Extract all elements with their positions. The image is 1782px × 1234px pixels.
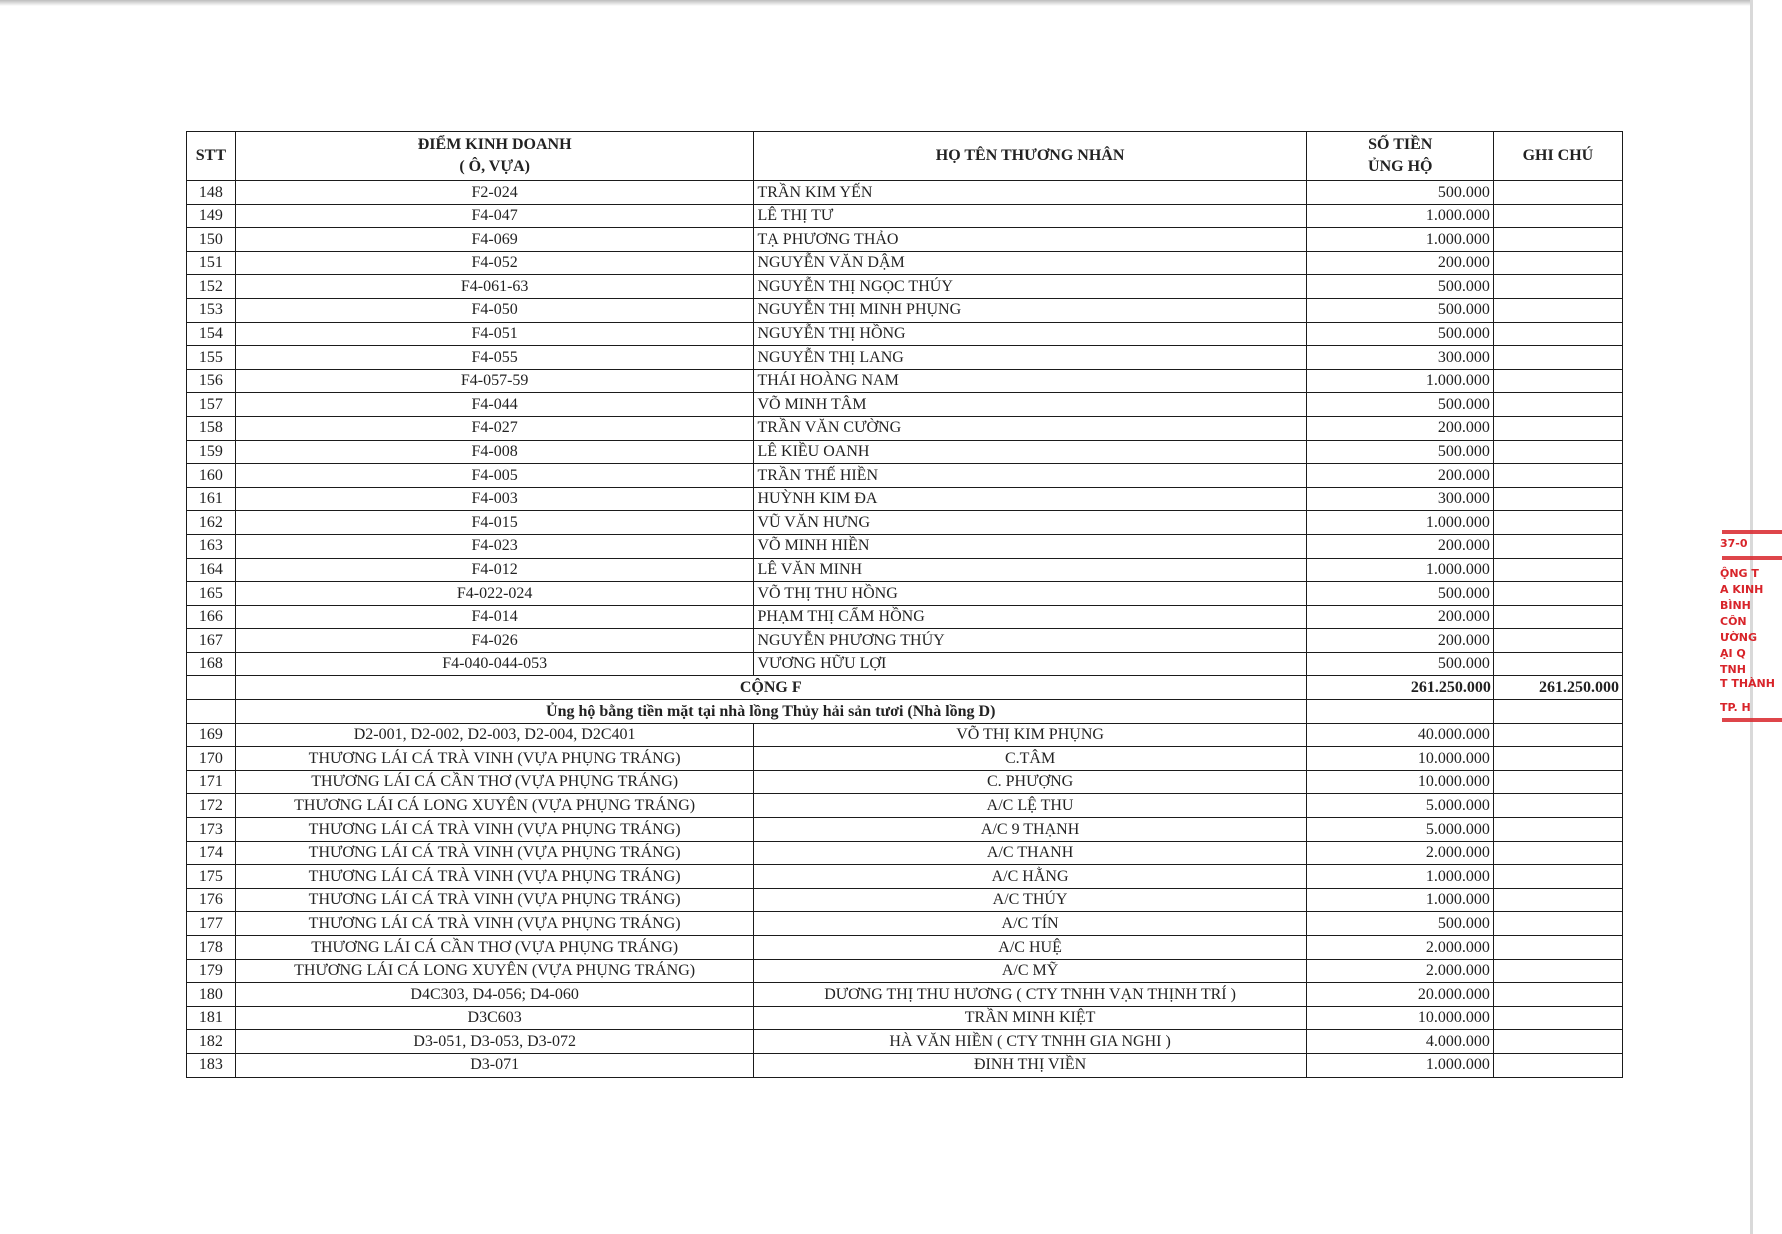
stamp-text: TNH [1720,663,1746,676]
cell-stt: 179 [187,959,236,983]
cell-diem-kinh-doanh: F4-055 [235,346,754,370]
cell-ghi-chu [1493,652,1622,676]
total-row-f [187,676,1623,700]
cell-stt: 156 [187,369,236,393]
cell-so-tien: 500.000 [1306,912,1493,936]
cell-ho-ten: A/C HUỆ [754,936,1306,960]
cell-ho-ten: TRẦN MINH KIỆT [754,1006,1306,1030]
cell-so-tien: 1.000.000 [1306,228,1493,252]
cell-ho-ten: A/C HẰNG [754,865,1306,889]
total-note: 261.250.000 [1493,676,1622,700]
total-empty-cell [187,676,236,700]
cell-diem-kinh-doanh: THƯƠNG LÁI CÁ TRÀ VINH (VỰA PHỤNG TRÁNG) [235,888,754,912]
cell-ho-ten: TRẦN KIM YẾN [754,181,1306,205]
cell-diem-kinh-doanh: F4-069 [235,228,754,252]
header-diem-kinh-doanh [235,132,754,181]
cell-so-tien: 1.000.000 [1306,558,1493,582]
table-row [187,912,1623,936]
cell-so-tien: 1.000.000 [1306,511,1493,535]
cell-ghi-chu [1493,464,1622,488]
table-row [187,723,1623,747]
cell-so-tien: 5.000.000 [1306,794,1493,818]
table-row [187,983,1623,1007]
cell-so-tien: 500.000 [1306,393,1493,417]
stamp-text: ƯỜNG [1720,631,1758,644]
cell-so-tien: 200.000 [1306,534,1493,558]
cell-diem-kinh-doanh: F4-015 [235,511,754,535]
table-row [187,346,1623,370]
cell-stt: 154 [187,322,236,346]
cell-stt: 165 [187,582,236,606]
cell-diem-kinh-doanh: D3-071 [235,1053,754,1077]
table-row [187,605,1623,629]
cell-ho-ten: ĐINH THỊ VIỀN [754,1053,1306,1077]
cell-ho-ten: HÀ VĂN HIỀN ( CTY TNHH GIA NGHI ) [754,1030,1306,1054]
cell-ho-ten: A/C THANH [754,841,1306,865]
cell-stt: 152 [187,275,236,299]
table-row [187,487,1623,511]
cell-stt: 169 [187,723,236,747]
cell-so-tien: 10.000.000 [1306,747,1493,771]
cell-stt: 176 [187,888,236,912]
cell-diem-kinh-doanh: F4-014 [235,605,754,629]
cell-ghi-chu [1493,322,1622,346]
stamp-text: BÌNH [1720,599,1751,612]
cell-stt: 163 [187,534,236,558]
cell-ho-ten: VÕ MINH HIỀN [754,534,1306,558]
cell-diem-kinh-doanh: F4-022-024 [235,582,754,606]
cell-diem-kinh-doanh: THƯƠNG LÁI CÁ LONG XUYÊN (VỰA PHỤNG TRÁNG) [235,959,754,983]
cell-ho-ten: NGUYỄN THỊ LANG [754,346,1306,370]
table-row [187,959,1623,983]
table-row [187,770,1623,794]
cell-stt: 172 [187,794,236,818]
table-row [187,511,1623,535]
cell-stt: 180 [187,983,236,1007]
cell-diem-kinh-doanh: F4-050 [235,298,754,322]
cell-ho-ten: LÊ THỊ TƯ [754,204,1306,228]
table-row [187,181,1623,205]
cell-stt: 183 [187,1053,236,1077]
header-so-tien [1306,132,1493,181]
table-row [187,1053,1623,1077]
cell-ho-ten: TRẦN VĂN CƯỜNG [754,416,1306,440]
cell-stt: 150 [187,228,236,252]
cell-ghi-chu [1493,936,1622,960]
cell-ghi-chu [1493,582,1622,606]
cell-diem-kinh-doanh: F2-024 [235,181,754,205]
cell-ho-ten: VƯƠNG HỮU LỢI [754,652,1306,676]
cell-ghi-chu [1493,204,1622,228]
cell-ghi-chu [1493,865,1622,889]
table-row [187,841,1623,865]
cell-ghi-chu [1493,534,1622,558]
header-tien-line1: SỐ TIỀN [1368,136,1433,154]
cell-so-tien: 500.000 [1306,582,1493,606]
cell-ghi-chu [1493,818,1622,842]
stamp-text: CÔN [1720,615,1747,628]
cell-ho-ten: A/C THÚY [754,888,1306,912]
cell-so-tien: 40.000.000 [1306,723,1493,747]
cell-diem-kinh-doanh: D2-001, D2-002, D2-003, D2-004, D2C401 [235,723,754,747]
table-row [187,228,1623,252]
cell-so-tien: 200.000 [1306,416,1493,440]
cell-so-tien: 1.000.000 [1306,865,1493,889]
table-row [187,369,1623,393]
cell-ghi-chu [1493,487,1622,511]
header-tien-line2: ỦNG HỘ [1368,158,1433,175]
stamp-text: T THÀNH [1720,677,1775,690]
cell-so-tien: 10.000.000 [1306,770,1493,794]
table-row [187,298,1623,322]
cell-ghi-chu [1493,794,1622,818]
cell-stt: 170 [187,747,236,771]
stamp-text: 37-0 [1720,537,1748,550]
table-row [187,322,1623,346]
cell-so-tien: 500.000 [1306,275,1493,299]
donation-table [186,131,1623,1078]
cell-so-tien: 1.000.000 [1306,1053,1493,1077]
cell-ghi-chu [1493,1030,1622,1054]
page-top-edge [0,0,1753,6]
cell-ho-ten: NGUYỄN VĂN DẬM [754,251,1306,275]
cell-stt: 175 [187,865,236,889]
cell-stt: 166 [187,605,236,629]
cell-diem-kinh-doanh: F4-012 [235,558,754,582]
cell-diem-kinh-doanh: THƯƠNG LÁI CÁ TRÀ VINH (VỰA PHỤNG TRÁNG) [235,865,754,889]
cell-diem-kinh-doanh: THƯƠNG LÁI CÁ LONG XUYÊN (VỰA PHỤNG TRÁNG) [235,794,754,818]
cell-stt: 162 [187,511,236,535]
table-row [187,582,1623,606]
table-row [187,440,1623,464]
cell-so-tien: 2.000.000 [1306,841,1493,865]
cell-ho-ten: TẠ PHƯƠNG THẢO [754,228,1306,252]
cell-stt: 158 [187,416,236,440]
cell-stt: 159 [187,440,236,464]
stamp-text: ỘNG T [1720,567,1759,580]
cell-so-tien: 2.000.000 [1306,936,1493,960]
total-label: CỘNG F [235,676,1306,700]
cell-so-tien: 200.000 [1306,464,1493,488]
cell-ho-ten: VÕ THỊ KIM PHỤNG [754,723,1306,747]
cell-ghi-chu [1493,1053,1622,1077]
cell-diem-kinh-doanh: F4-061-63 [235,275,754,299]
cell-diem-kinh-doanh: THƯƠNG LÁI CÁ TRÀ VINH (VỰA PHỤNG TRÁNG) [235,912,754,936]
cell-ho-ten: C.TÂM [754,747,1306,771]
cell-stt: 178 [187,936,236,960]
stamp-text: A KINH [1720,583,1764,596]
cell-ghi-chu [1493,841,1622,865]
table-row [187,747,1623,771]
cell-so-tien: 5.000.000 [1306,818,1493,842]
cell-ghi-chu [1493,346,1622,370]
cell-diem-kinh-doanh: F4-052 [235,251,754,275]
table-row [187,629,1623,653]
cell-ho-ten: VŨ VĂN HƯNG [754,511,1306,535]
cell-ghi-chu [1493,393,1622,417]
table-row [187,275,1623,299]
cell-stt: 167 [187,629,236,653]
cell-ho-ten: LÊ VĂN MINH [754,558,1306,582]
cell-diem-kinh-doanh: F4-057-59 [235,369,754,393]
stamp-border [1722,718,1782,722]
cell-ghi-chu [1493,275,1622,299]
cell-so-tien: 500.000 [1306,181,1493,205]
cell-ghi-chu [1493,298,1622,322]
cell-so-tien: 500.000 [1306,322,1493,346]
cell-so-tien: 1.000.000 [1306,204,1493,228]
cell-diem-kinh-doanh: F4-047 [235,204,754,228]
header-diem-line2: ( Ô, VỰA) [459,158,530,175]
cell-stt: 151 [187,251,236,275]
cell-so-tien: 4.000.000 [1306,1030,1493,1054]
table-row [187,652,1623,676]
table-row [187,204,1623,228]
cell-ho-ten: C. PHƯỢNG [754,770,1306,794]
section-empty-cell [1306,700,1493,724]
table-row [187,464,1623,488]
cell-stt: 182 [187,1030,236,1054]
section-d-title: Ủng hộ bằng tiền mặt tại nhà lồng Thủy hải sản tươi (Nhà lồng D) [235,700,1306,724]
cell-ho-ten: A/C MỸ [754,959,1306,983]
cell-ho-ten: TRẦN THẾ HIỀN [754,464,1306,488]
cell-ho-ten: NGUYỄN THỊ HỒNG [754,322,1306,346]
table-row [187,393,1623,417]
cell-ho-ten: HUỲNH KIM ĐA [754,487,1306,511]
cell-ho-ten: NGUYỄN PHƯƠNG THÚY [754,629,1306,653]
cell-diem-kinh-doanh: THƯƠNG LÁI CÁ CẦN THƠ (VỰA PHỤNG TRÁNG) [235,936,754,960]
cell-stt: 153 [187,298,236,322]
cell-so-tien: 500.000 [1306,652,1493,676]
header-ho-ten: HỌ TÊN THƯƠNG NHÂN [754,132,1306,181]
cell-ghi-chu [1493,511,1622,535]
cell-stt: 164 [187,558,236,582]
cell-so-tien: 200.000 [1306,251,1493,275]
cell-ghi-chu [1493,959,1622,983]
section-empty-cell [187,700,236,724]
header-diem-line1: ĐIỂM KINH DOANH [417,136,572,154]
table-row [187,1006,1623,1030]
cell-ho-ten: NGUYỄN THỊ MINH PHỤNG [754,298,1306,322]
cell-ghi-chu [1493,1006,1622,1030]
cell-ghi-chu [1493,723,1622,747]
cell-ghi-chu [1493,228,1622,252]
cell-diem-kinh-doanh: F4-027 [235,416,754,440]
section-f-rows [187,181,1623,676]
table-row [187,558,1623,582]
cell-diem-kinh-doanh: F4-005 [235,464,754,488]
cell-ghi-chu [1493,369,1622,393]
cell-diem-kinh-doanh: F4-026 [235,629,754,653]
cell-diem-kinh-doanh: F4-003 [235,487,754,511]
cell-diem-kinh-doanh: F4-044 [235,393,754,417]
section-empty-cell [1493,700,1622,724]
cell-stt: 177 [187,912,236,936]
cell-stt: 148 [187,181,236,205]
cell-ho-ten: PHẠM THỊ CẨM HỒNG [754,605,1306,629]
cell-ghi-chu [1493,629,1622,653]
cell-stt: 174 [187,841,236,865]
table-row [187,534,1623,558]
cell-stt: 171 [187,770,236,794]
section-f-total [187,676,1623,723]
cell-stt: 173 [187,818,236,842]
cell-so-tien: 2.000.000 [1306,959,1493,983]
cell-ghi-chu [1493,251,1622,275]
section-d-rows [187,723,1623,1077]
cell-diem-kinh-doanh: F4-040-044-053 [235,652,754,676]
cell-ho-ten: A/C TÍN [754,912,1306,936]
table-row [187,818,1623,842]
header-stt: STT [187,132,236,181]
cell-diem-kinh-doanh: F4-051 [235,322,754,346]
cell-stt: 157 [187,393,236,417]
cell-ho-ten: DƯƠNG THỊ THU HƯƠNG ( CTY TNHH VẠN THỊNH TRÍ ) [754,983,1306,1007]
cell-so-tien: 10.000.000 [1306,1006,1493,1030]
stamp-border [1722,530,1782,534]
cell-ghi-chu [1493,888,1622,912]
table-row [187,794,1623,818]
cell-ghi-chu [1493,440,1622,464]
cell-ghi-chu [1493,181,1622,205]
cell-diem-kinh-doanh: D4C303, D4-056; D4-060 [235,983,754,1007]
cell-ghi-chu [1493,770,1622,794]
cell-ghi-chu [1493,747,1622,771]
cell-so-tien: 20.000.000 [1306,983,1493,1007]
cell-so-tien: 1.000.000 [1306,888,1493,912]
cell-diem-kinh-doanh: THƯƠNG LÁI CÁ CẦN THƠ (VỰA PHỤNG TRÁNG) [235,770,754,794]
red-seal-stamp [1718,530,1775,714]
cell-ho-ten: LÊ KIỀU OANH [754,440,1306,464]
cell-ghi-chu [1493,605,1622,629]
cell-ho-ten: VÕ THỊ THU HỒNG [754,582,1306,606]
cell-stt: 149 [187,204,236,228]
cell-so-tien: 200.000 [1306,605,1493,629]
cell-ghi-chu [1493,912,1622,936]
header-ghi-chu: GHI CHÚ [1493,132,1622,181]
cell-stt: 168 [187,652,236,676]
cell-stt: 161 [187,487,236,511]
section-d-title-row [187,700,1623,724]
cell-diem-kinh-doanh: D3C603 [235,1006,754,1030]
cell-ho-ten: THÁI HOÀNG NAM [754,369,1306,393]
table-header-row [187,132,1623,181]
cell-so-tien: 300.000 [1306,346,1493,370]
cell-so-tien: 500.000 [1306,440,1493,464]
cell-diem-kinh-doanh: THƯƠNG LÁI CÁ TRÀ VINH (VỰA PHỤNG TRÁNG) [235,841,754,865]
cell-ghi-chu [1493,416,1622,440]
table-row [187,888,1623,912]
table-row [187,1030,1623,1054]
table-row [187,251,1623,275]
table-row [187,416,1623,440]
cell-ghi-chu [1493,983,1622,1007]
table-row [187,865,1623,889]
cell-diem-kinh-doanh: D3-051, D3-053, D3-072 [235,1030,754,1054]
stamp-border [1722,556,1782,560]
cell-so-tien: 200.000 [1306,629,1493,653]
cell-ghi-chu [1493,558,1622,582]
cell-stt: 160 [187,464,236,488]
cell-diem-kinh-doanh: F4-008 [235,440,754,464]
stamp-text: ẠI Q [1720,647,1746,660]
cell-so-tien: 500.000 [1306,298,1493,322]
cell-ho-ten: NGUYỄN THỊ NGỌC THÚY [754,275,1306,299]
cell-ho-ten: VÕ MINH TÂM [754,393,1306,417]
table-row [187,936,1623,960]
cell-stt: 155 [187,346,236,370]
cell-ho-ten: A/C 9 THẠNH [754,818,1306,842]
cell-so-tien: 1.000.000 [1306,369,1493,393]
cell-so-tien: 300.000 [1306,487,1493,511]
cell-diem-kinh-doanh: THƯƠNG LÁI CÁ TRÀ VINH (VỰA PHỤNG TRÁNG) [235,747,754,771]
cell-diem-kinh-doanh: F4-023 [235,534,754,558]
cell-stt: 181 [187,1006,236,1030]
total-amount: 261.250.000 [1306,676,1493,700]
stamp-text: TP. H [1720,701,1751,714]
cell-ho-ten: A/C LỆ THU [754,794,1306,818]
cell-diem-kinh-doanh: THƯƠNG LÁI CÁ TRÀ VINH (VỰA PHỤNG TRÁNG) [235,818,754,842]
